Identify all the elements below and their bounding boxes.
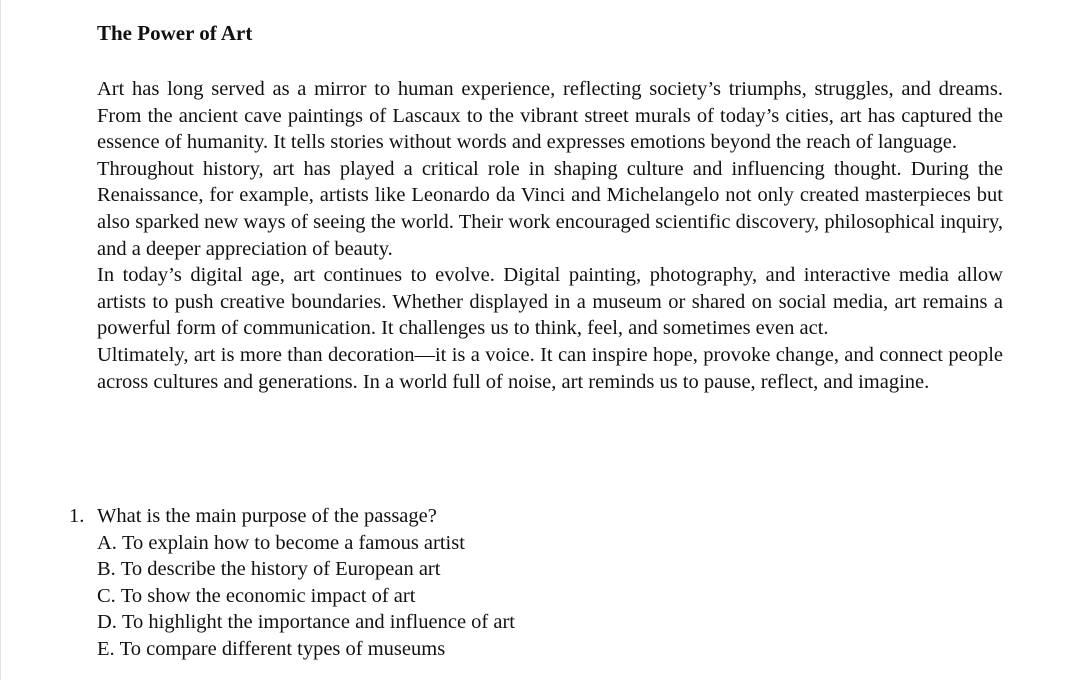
option-d[interactable] [97, 609, 769, 636]
passage-title: The Power of Art [97, 21, 253, 45]
passage-paragraph-2: Throughout history, art has played a critical role in shaping culture and influencing thought. During the Renaissance, for example, artists like Leonardo da Vinci and Michelangelo not only created masterpieces but also sparked new ways of seeing the world. Their work encouraged scientific discovery, philosophical inquiry, and a deeper appreciation of beauty. [97, 157, 1003, 260]
option-text: To explain how to become a famous artist [121, 531, 465, 554]
option-letter: B. [97, 558, 116, 581]
option-letter: C. [97, 584, 116, 607]
passage-body [97, 76, 1003, 395]
option-letter: E. [97, 637, 115, 660]
passage-paragraph-3: In today’s digital age, art continues to evolve. Digital painting, photography, and interactive media allow artists to push creative boundaries. Whether displayed in a museum or shared on social media, art remains a powerful form of communication. It challenges us to think, feel, and sometimes even act. [97, 264, 1003, 340]
option-c[interactable] [97, 583, 769, 610]
question-prompt: What is the main purpose of the passage? [97, 505, 437, 527]
option-letter: D. [97, 611, 117, 634]
option-text: To compare different types of museums [119, 637, 446, 660]
question-1 [69, 503, 769, 663]
question-prompt-line [69, 503, 769, 530]
option-a[interactable] [97, 530, 769, 557]
option-b[interactable] [97, 556, 769, 583]
option-letter: A. [97, 531, 117, 554]
answer-options [97, 530, 769, 663]
passage-paragraph-4: Ultimately, art is more than decoration—it is a voice. It can inspire hope, provoke change, and connect people across cultures and generations. In a world full of noise, art reminds us to pause, reflect, and imagine. [97, 343, 1003, 393]
passage-paragraph-1: Art has long served as a mirror to human experience, reflecting society’s triumphs, struggles, and dreams. From the ancient cave paintings of Lascaux to the vibrant street murals of today’s cities, art has captured the essence of humanity. It tells stories without words and expresses emotions beyond the reach of language. [97, 78, 1003, 154]
option-e[interactable] [97, 636, 769, 663]
question-number: 1. [69, 505, 85, 527]
option-text: To highlight the importance and influence of art [121, 611, 516, 634]
option-text: To describe the history of European art [120, 558, 441, 581]
option-text: To show the economic impact of art [120, 584, 416, 607]
